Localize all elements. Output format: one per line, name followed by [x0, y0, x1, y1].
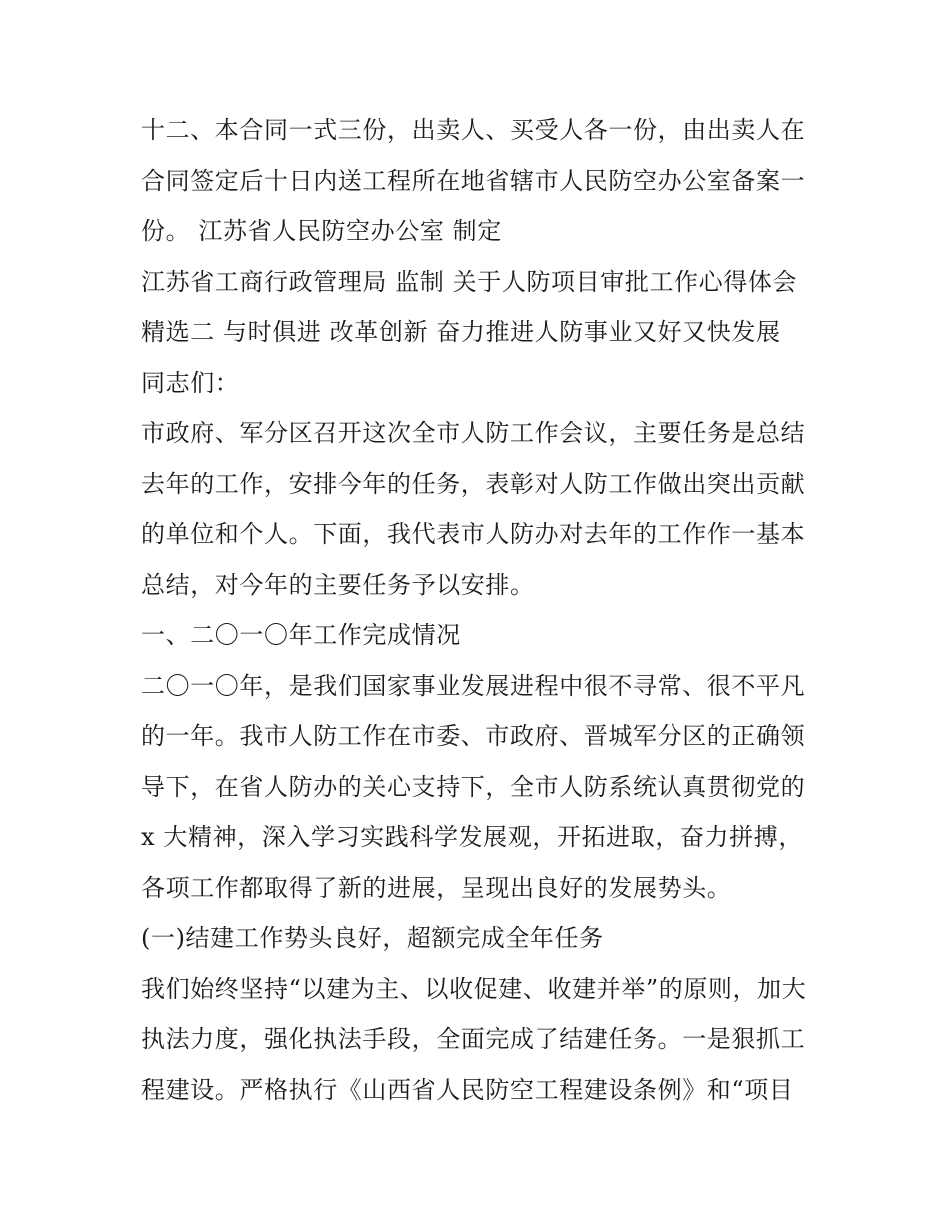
subsection-heading: (一)结建工作势头良好，超额完成全年任务 — [141, 924, 604, 952]
text-line: 江苏省工商行政管理局 监制 关于人防项目审批工作心得体会 — [141, 268, 798, 296]
salutation: 同志们： — [141, 369, 240, 397]
text-line: 执法力度，强化执法手段，全面完成了结建任务。一是狠抓工 — [141, 1025, 806, 1053]
text-line: x 大精神，深入学习实践科学发展观，开拓进取，奋力拼搏， — [141, 823, 803, 851]
text-line: 总结，对今年的主要任务予以安排。 — [141, 571, 535, 599]
text-line: 市政府、军分区召开这次全市人防工作会议，主要任务是总结 — [141, 419, 806, 447]
text-line: 合同签定后十日内送工程所在地省辖市人民防空办公室备案一 — [141, 167, 806, 195]
text-line: 十二、本合同一式三份，出卖人、买受人各一份，由出卖人在 — [141, 116, 806, 144]
text-line: 去年的工作，安排今年的任务，表彰对人防工作做出突出贡献 — [141, 470, 806, 498]
text-line: 各项工作都取得了新的进展，呈现出良好的发展势头。 — [141, 874, 732, 902]
text-line: 的一年。我市人防工作在市委、市政府、晋城军分区的正确领 — [141, 722, 806, 750]
text-line: 份。 江苏省人民防空办公室 制定 — [141, 217, 502, 245]
section-heading: 一、二〇一〇年工作完成情况 — [141, 621, 461, 649]
text-line: 的单位和个人。下面，我代表市人防办对去年的工作作一基本 — [141, 520, 806, 548]
text-line: 导下，在省人防办的关心支持下，全市人防系统认真贯彻党的 — [141, 773, 806, 801]
text-line: 我们始终坚持“以建为主、以收促建、收建并举”的原则，加大 — [141, 975, 807, 1003]
text-line: 程建设。严格执行《山西省人民防空工程建设条例》和“项目 — [141, 1076, 794, 1104]
text-line: 二〇一〇年，是我们国家事业发展进程中很不寻常、很不平凡 — [141, 672, 806, 700]
text-line: 精选二 与时俱进 改革创新 奋力推进人防事业又好又快发展 — [141, 318, 781, 346]
